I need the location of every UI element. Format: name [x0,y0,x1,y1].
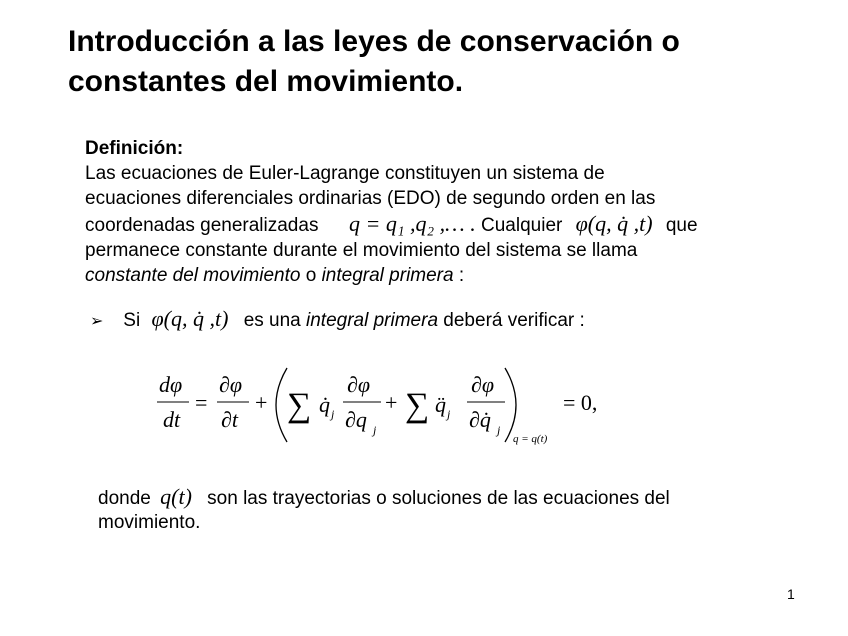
eq-sum-2: ∑ [405,387,430,424]
bullet-pre: Si [123,310,141,331]
footer-pre: donde [98,488,151,509]
definition-line-5-post: : [453,265,465,286]
bullet-phi-formula: φ(q, q̇ ,t) [151,306,229,331]
eq-partial-phi-3: ∂φ [471,372,495,397]
term-constante-movimiento: constante del movimiento [85,265,301,286]
conservation-equation [155,360,615,452]
eq-left-paren [276,368,287,442]
eq-partial-t: ∂t [221,407,238,432]
definition-line-3-post: que [665,215,698,236]
eq-j-2: j [373,423,377,437]
bullet-mid: es una [243,310,301,331]
eq-qdot: q̇ [319,392,330,417]
definition-line-2: ecuaciones diferenciales ordinarias (EDO) de segundo orden en las [85,188,656,209]
definition-line-5-mid: o [300,265,322,286]
generalized-coordinates-formula: q = q₁ ,q₂ ,… . [349,211,476,236]
definition-line-4: permanece constante durante el movimiento del sistema se llama [85,240,638,261]
definition-line-3-mid: Cualquier [481,215,563,236]
eq-right-paren [505,368,516,442]
bullet-post: deberá verificar : [443,310,585,331]
footer-post: son las trayectorias o soluciones de las ecuaciones del [207,488,670,509]
eq-partial-phi-2: ∂φ [347,372,371,397]
eq-partial-q: ∂q [345,407,367,432]
footer-line-1 [98,484,670,511]
definition-line-3-pre: coordenadas generalizadas [85,215,319,236]
eq-eval-subscript: q = q(t) [513,433,548,445]
eq-plus-1: + [255,390,268,415]
phi-function-formula: φ(q, q̇ ,t) [575,211,653,236]
bullet-term-integral-primera: integral primera [306,310,439,331]
eq-j-3: j [447,407,451,421]
eq-sum-1: ∑ [287,387,312,424]
eq-dphi: dφ [159,372,183,397]
eq-j-1: j [331,407,335,421]
eq-partial-phi: ∂φ [219,372,243,397]
eq-dt: dt [163,407,181,432]
eq-equals: = [195,390,208,415]
definition-line-5 [85,263,464,288]
eq-partial-qdot: ∂q̇ [469,407,491,432]
eq-j-4: j [497,423,501,437]
footer-line-2: movimiento. [98,512,201,533]
slide-title: Introducción a las leyes de conservación o constantes del movimiento. [68,25,680,98]
eq-rhs: = 0, [563,390,598,415]
term-integral-primera: integral primera [321,265,454,286]
bullet-item [90,305,585,336]
definition-line-3 [85,211,698,238]
arrow-bullet-icon: ➢ [90,313,104,330]
footer-qt-formula: q(t) [160,484,192,509]
eq-plus-2: + [385,390,398,415]
definition-heading: Definición: [85,138,184,159]
definition-line-1: Las ecuaciones de Euler-Lagrange constituyen un sistema de [85,163,605,184]
page-number: 1 [787,586,795,602]
eq-qddot: q̈ [435,392,446,417]
